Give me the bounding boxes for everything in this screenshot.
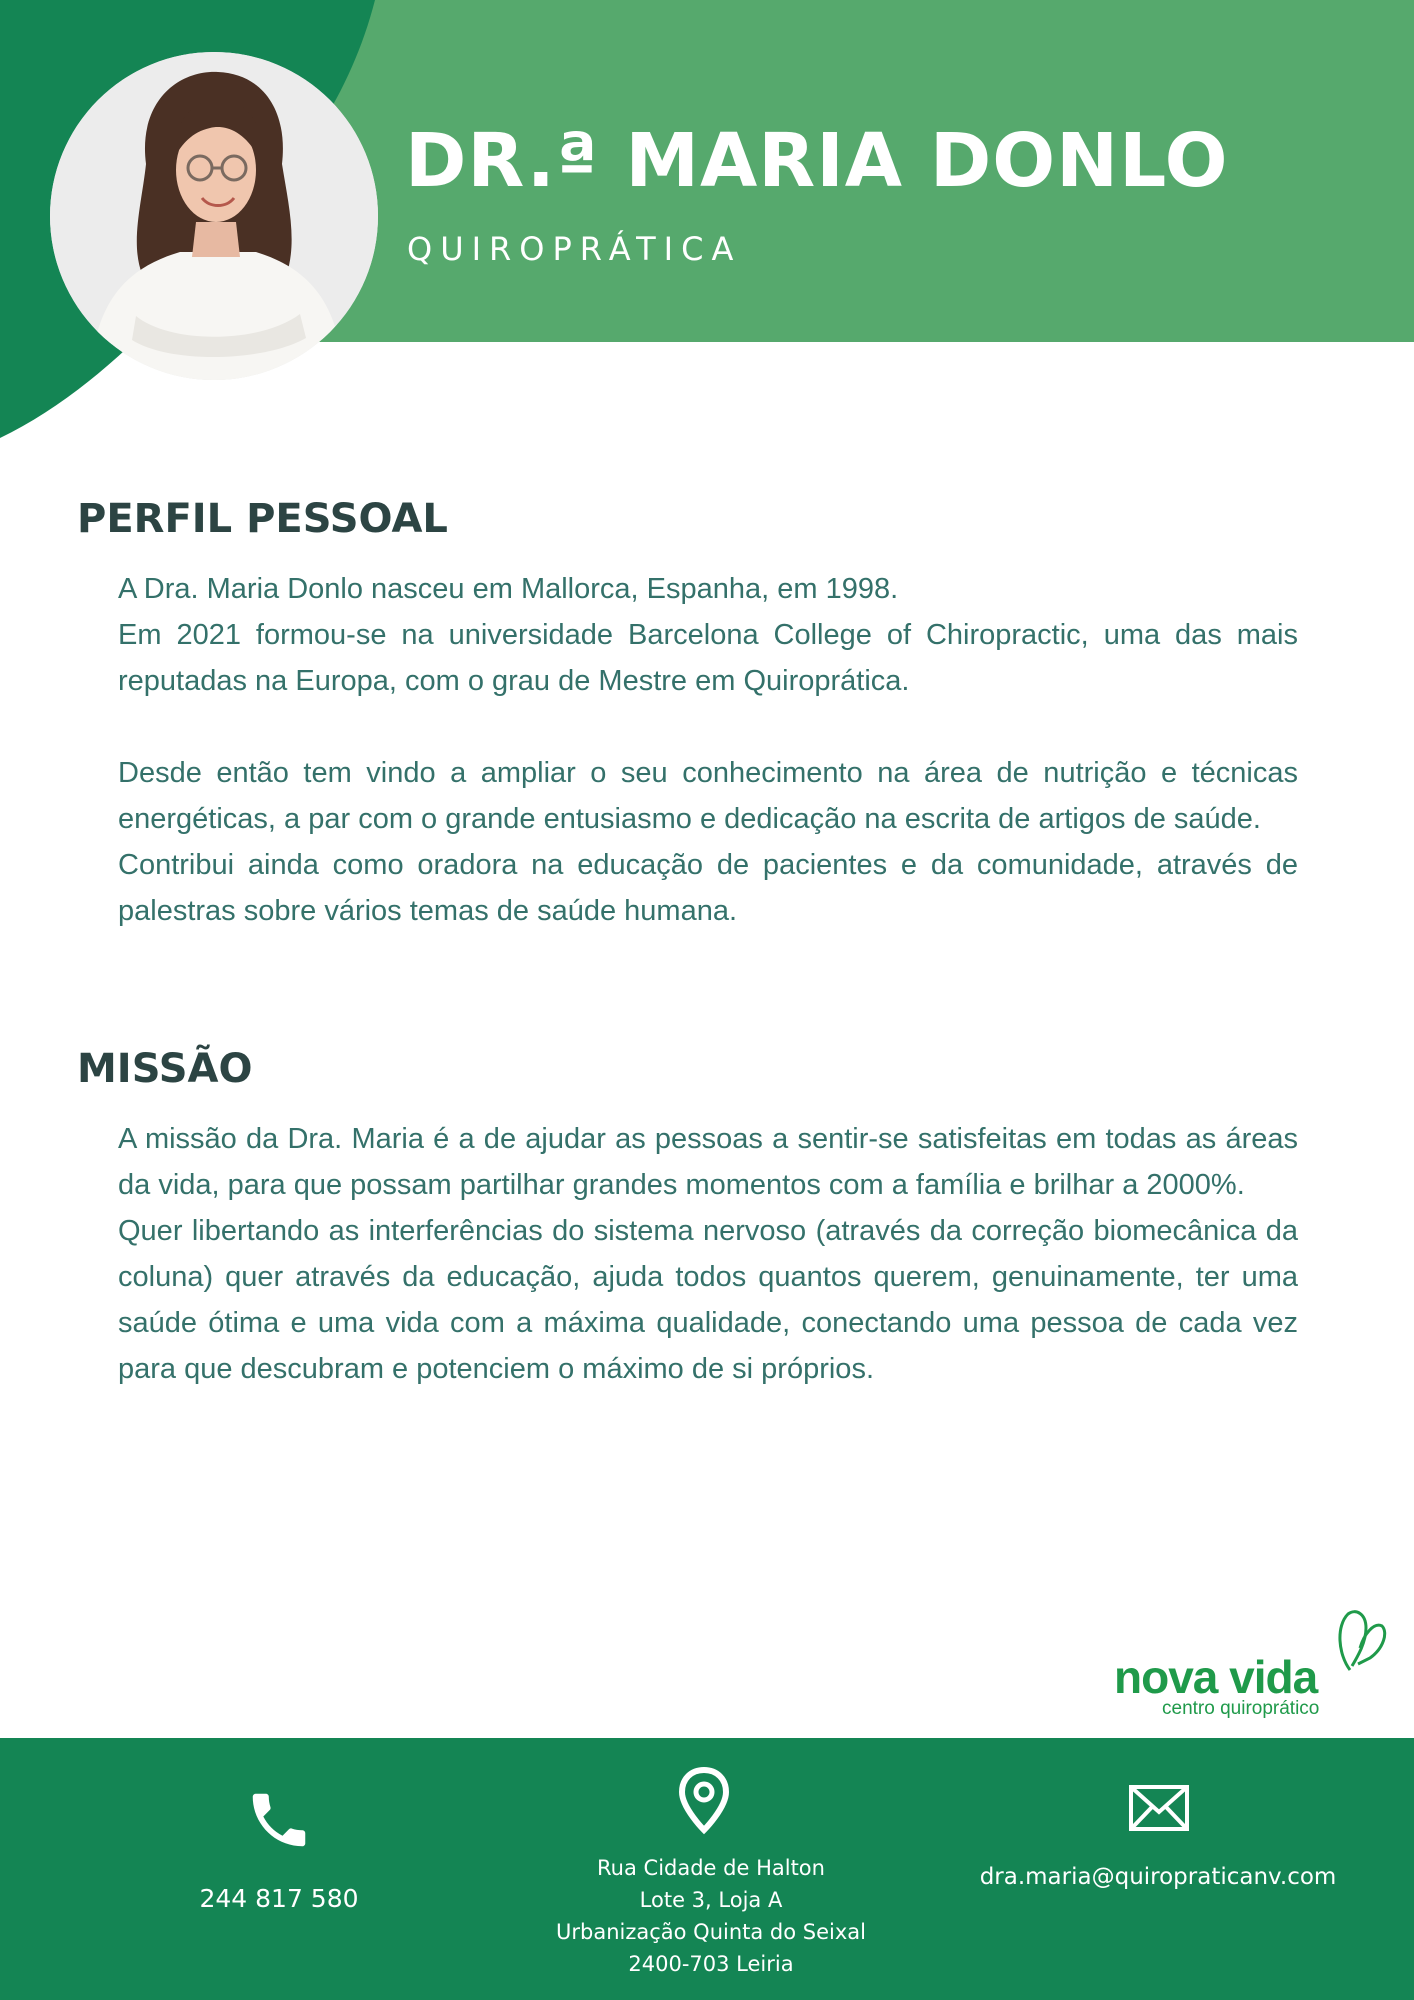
profile-text [118,566,1298,934]
profile-section-title: PERFIL PESSOAL [77,496,448,542]
mission-text [118,1116,1298,1392]
profile-paragraph: Contribui ainda como oradora na educação de pacientes e da comunidade, através de palestras sobre vários temas de saúde humana. [118,849,1298,927]
doctor-specialty: QUIROPRÁTICA [407,230,742,268]
logo-tagline: centro quiroprático [1162,1698,1320,1719]
envelope-icon [1128,1784,1190,1832]
doctor-name: DR.ª MARIA DONLO [405,118,1229,204]
mission-paragraph: A missão da Dra. Maria é a de ajudar as pessoas a sentir-se satisfeitas em todas as áreas da vida, para que possam partilhar grandes momentos com a família e brilhar a 2000%. [118,1123,1298,1201]
email-address[interactable]: dra.maria@quiropraticanv.com [979,1864,1337,1890]
address-line: Urbanização Quinta do Seixal [555,1920,866,1944]
logo-wordmark: nova vida [1114,1651,1318,1703]
address [511,1852,911,1980]
profile-paragraph: Desde então tem vindo a ampliar o seu conhecimento na área de nutrição e técnicas energéticas, a par com o grande entusiasmo e dedicação na escrita de artigos de saúde. [118,757,1298,835]
location-pin-icon [677,1766,731,1836]
address-line: 2400-703 Leiria [628,1952,794,1976]
mission-section-title: MISSÃO [77,1046,253,1092]
address-line: Lote 3, Loja A [639,1888,783,1912]
phone-icon [244,1785,314,1855]
butterfly-logo-icon [1330,1608,1388,1678]
nova-vida-logo [1110,1608,1390,1718]
profile-paragraph: Em 2021 formou-se na universidade Barcelona College of Chiropractic, uma das mais reputadas na Europa, com o grau de Mestre em Quiroprática. [118,619,1298,697]
profile-photo [50,52,378,380]
address-line: Rua Cidade de Halton [597,1856,825,1880]
phone-number: 244 817 580 [199,1884,359,1913]
mission-paragraph: Quer libertando as interferências do sistema nervoso (através da correção biomecânica da coluna) quer através da educação, ajuda todos quantos querem, genuinamente, ter uma saúde ótima e uma vida com a máxima qualidade, conectando uma pessoa de cada vez para que descubram e potenciem o máximo de si próprios. [118,1215,1298,1385]
profile-paragraph: A Dra. Maria Donlo nasceu em Mallorca, Espanha, em 1998. [118,573,899,605]
